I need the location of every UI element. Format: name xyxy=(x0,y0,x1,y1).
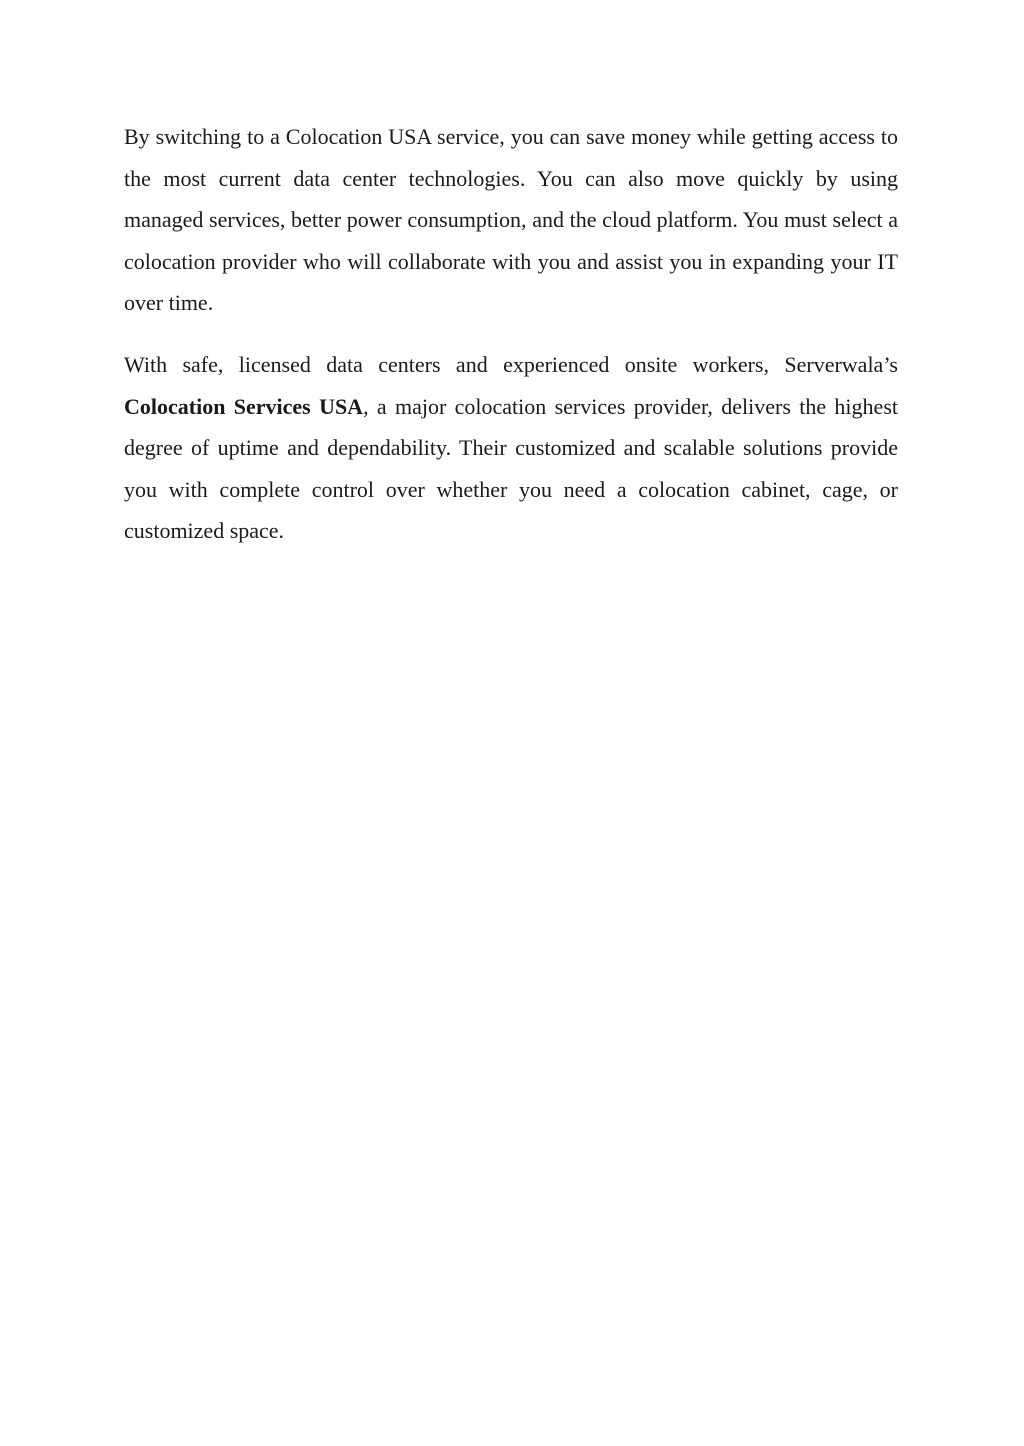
paragraph-serverwala xyxy=(124,344,898,552)
paragraph-serverwala-rest: , a major colocation services provider, delivers the highest degree of uptime and dependability. Their customized and scalable solutions provide you with complete control over whether you need a colocation cabinet, cage, or customized space. xyxy=(124,393,898,544)
document-body xyxy=(124,116,898,572)
paragraph-intro xyxy=(124,116,898,324)
paragraph-intro-text: By switching to a Colocation USA service, you can save money while getting access to the most current data center technologies. You can also move quickly by using managed services, better power consumption, and the cloud platform. You must select a colocation provider who will collaborate with you and assist you in expanding your IT over time. xyxy=(124,124,898,316)
paragraph-serverwala-lead: With safe, licensed data centers and experienced onsite workers, Serverwala’s xyxy=(124,351,898,377)
colocation-services-usa-highlight: Colocation Services USA xyxy=(124,393,364,419)
